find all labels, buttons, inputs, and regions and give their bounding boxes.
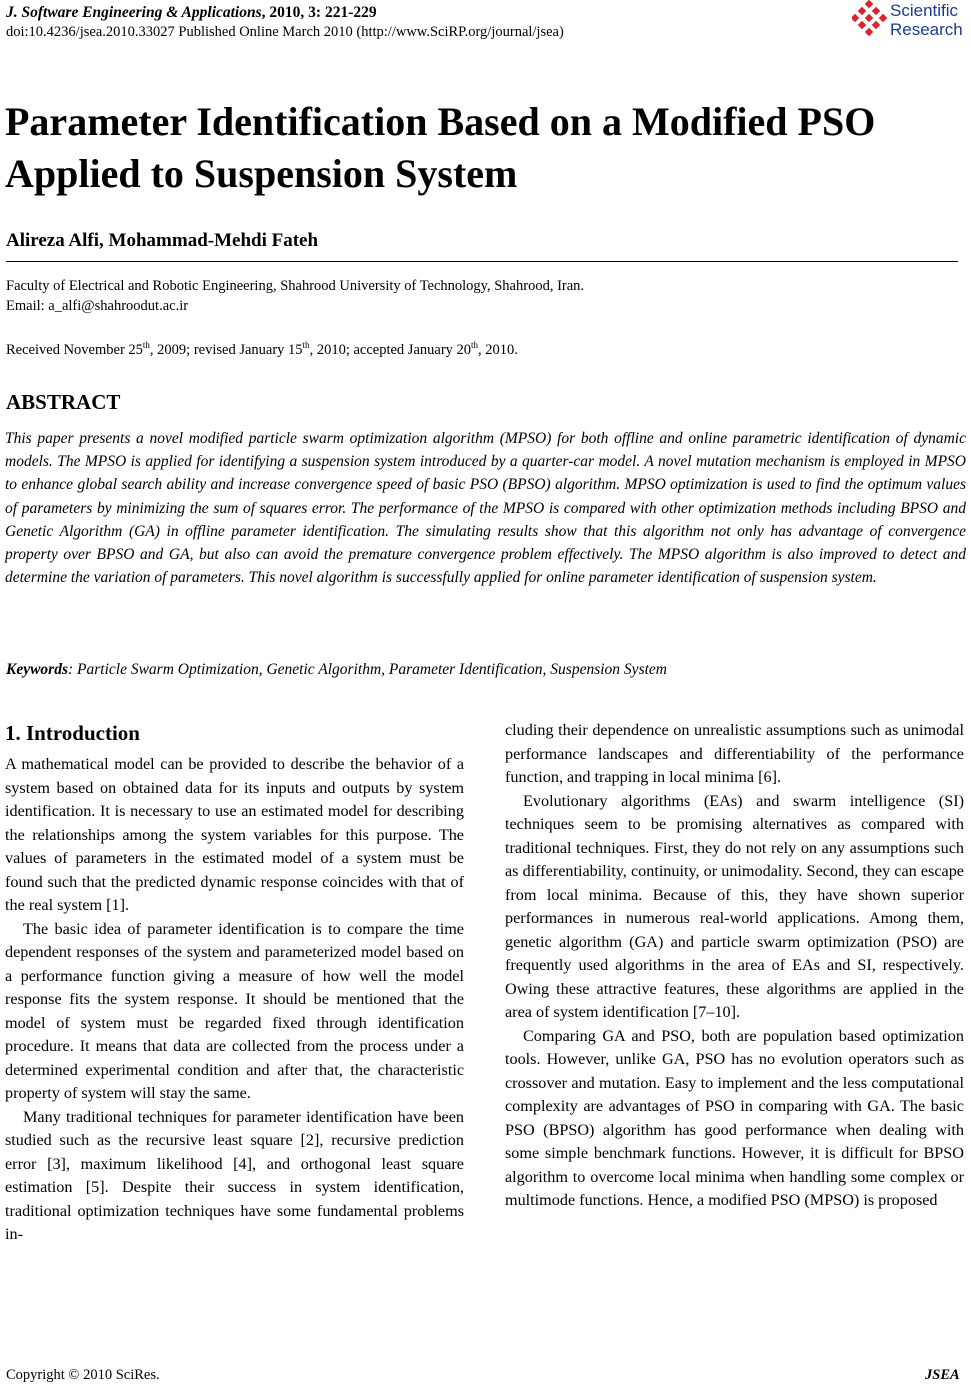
ordinal-suffix: th	[142, 340, 150, 350]
author-email: Email: a_alfi@shahroodut.ac.ir	[6, 298, 189, 314]
paper-authors: Alireza Alfi, Mohammad-Mehdi Fateh	[6, 230, 319, 251]
journal-volume: , 2010, 3: 221-229	[261, 4, 377, 21]
abstract-heading: ABSTRACT	[6, 390, 121, 414]
received-dates	[6, 340, 518, 359]
logo-line2: Research	[890, 20, 963, 39]
doi-line: doi:10.4236/jsea.2010.33027 Published Online March 2010 (http://www.SciRP.org/journal/jsea)	[6, 24, 564, 40]
affiliation-block	[6, 276, 584, 316]
title-divider	[6, 261, 958, 262]
body-column-left	[5, 719, 464, 1247]
footer-copyright: Copyright © 2010 SciRes.	[6, 1367, 160, 1383]
keywords-text: : Particle Swarm Optimization, Genetic Algorithm, Parameter Identification, Suspension System	[68, 661, 667, 678]
scirp-diamond-logo-icon	[852, 0, 888, 42]
body-paragraph: The basic idea of parameter identification is to compare the time dependent responses of the system and parameterized model based on a performance function giving a measure of how well the model response fits the system response. It should be mentioned that the model of system must be regarded fixed through identification procedure. It means that data are collected from the process under a determined experimental condition and after that, the characteristic property of system will stay the same.	[5, 919, 464, 1102]
body-paragraph: Evolutionary algorithms (EAs) and swarm intelligence (SI) techniques seem to be promising alternatives as compared with traditional techniques. First, they do not rely on any assumptions such as differentiability, continuity, or unimodality. Second, they can escape from local minima. Because of this, they have shown superior performances in numerous real-world applications. Among them, genetic algorithm (GA) and particle swarm optimization (PSO) are frequently used algorithms in the area of EAs and SI, respectively. Owing these attractive features, these algorithms are applied in the area of system identification [7–10].	[505, 791, 964, 1021]
ordinal-suffix: th	[471, 340, 479, 350]
affiliation: Faculty of Electrical and Robotic Engineering, Shahrood University of Technology, Shahrood, Iran.	[6, 278, 585, 294]
year-text: , 2010.	[478, 341, 518, 358]
body-paragraph: cluding their dependence on unrealistic assumptions such as unimodal performance landscapes and differentiability of the performance function, and trapping in local minima [6].	[505, 721, 964, 786]
body-column-right	[505, 719, 964, 1213]
footer-journal-abbr: JSEA	[925, 1367, 960, 1383]
journal-citation	[6, 4, 377, 22]
revised-text: , 2009; revised January 15	[149, 341, 303, 358]
journal-name: J. Software Engineering & Applications	[6, 4, 262, 21]
paper-title: Parameter Identification Based on a Modified PSO Applied to Suspension System	[5, 99, 876, 196]
logo-wordmark	[890, 1, 963, 39]
publisher-logo	[852, 0, 970, 44]
body-paragraph: A mathematical model can be provided to describe the behavior of a system based on obtained data for its inputs and outputs by system identification. It is necessary to use an estimated model for describing the relationships among the system variables for this purpose. The values of parameters in the estimated model of a system must be found such that the predicted dynamic response coincides with that of the real system [1].	[5, 755, 464, 914]
section-heading: 1. Introduction	[5, 721, 140, 745]
keywords-label: Keywords	[6, 661, 68, 678]
abstract-text: This paper presents a novel modified particle swarm optimization algorithm (MPSO) for both offline and online parametric identification of dynamic models. The MPSO is applied for identifying a suspension system introduced by a quarter-car model. A novel mutation mechanism is employed in MPSO to enhance global search ability and increase convergence speed of basic PSO (BPSO) algorithm. MPSO optimization is used to find the optimum values of parameters by minimizing the sum of squares error. The performance of the MPSO is compared with other optimization methods including BPSO and Genetic Algorithm (GA) in offline parameter identification. The simulating results show that this algorithm not only has advantage of convergence property over BPSO and GA, but also can avoid the premature convergence problem effectively. The MPSO algorithm is also improved to detect and determine the variation of parameters. This novel algorithm is successfully applied for online parameter identification of suspension system.	[5, 430, 966, 587]
logo-line1: Scientific	[890, 1, 959, 20]
accepted-text: , 2010; accepted January 20	[309, 341, 472, 358]
keywords-line	[6, 661, 667, 679]
body-paragraph: Many traditional techniques for parameter identification have been studied such as the recursive least square [2], recursive prediction error [3], maximum likelihood [4], and orthogonal least square estimation [5]. Despite their success in system identification, traditional optimization techniques have some fundamental problems in-	[5, 1107, 464, 1243]
body-paragraph: Comparing GA and PSO, both are population based optimization tools. However, unlike GA, PSO has no evolution operators such as crossover and mutation. Easy to implement and the less computational complexity are advantages of PSO in comparing with GA. The basic PSO (BPSO) algorithm has good performance when dealing with some simple benchmark functions. However, it is difficult for BPSO algorithm to overcome local minima when handling some complex or multimode functions. Hence, a modified PSO (MPSO) is proposed	[505, 1026, 964, 1209]
received-text: Received November 25	[6, 341, 143, 358]
ordinal-suffix: th	[302, 340, 310, 350]
